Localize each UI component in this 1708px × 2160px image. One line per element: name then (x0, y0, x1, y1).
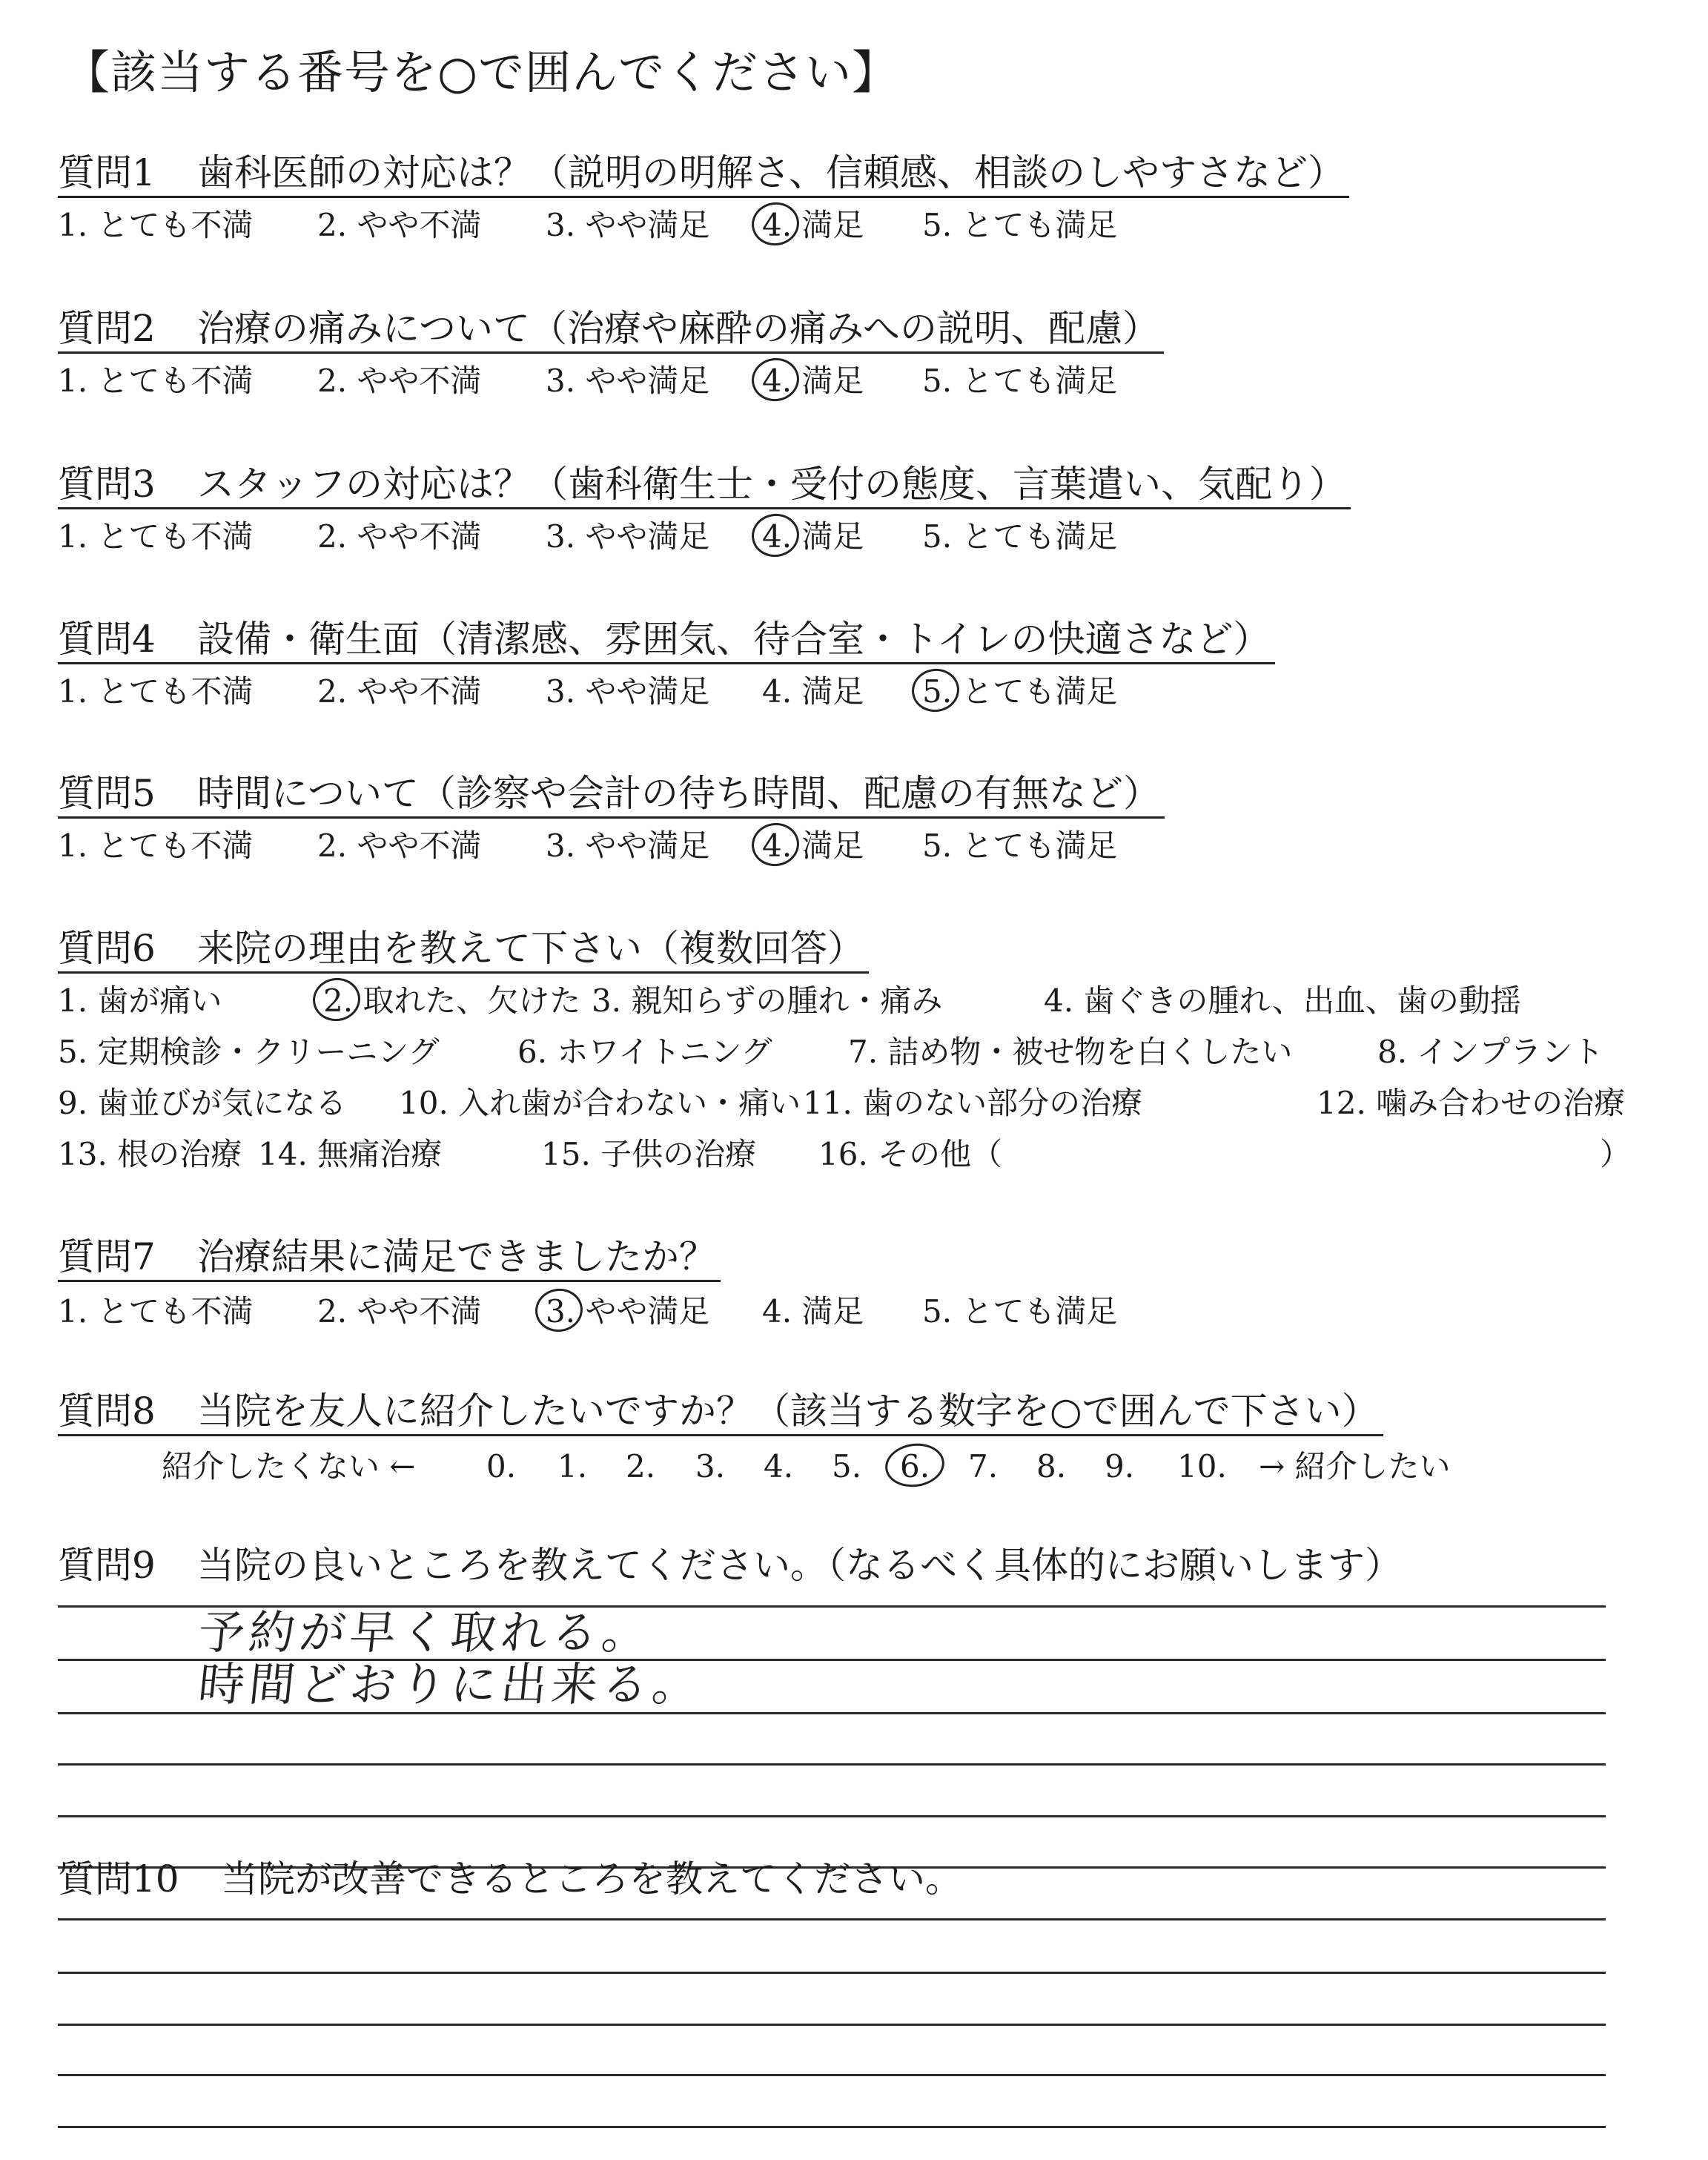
question-2 (58, 305, 1164, 354)
option-number: 3. (546, 363, 576, 399)
scale-point-label: 8. (1036, 1448, 1067, 1484)
option-number: 1. (58, 207, 88, 243)
question-text: 時間について（診察や会計の待ち時間、配慮の有無など） (197, 772, 1160, 815)
option-number: 1. (58, 673, 88, 710)
option-number: 11. (803, 1085, 853, 1121)
scale-point-3[interactable] (695, 1447, 725, 1487)
question-1 (58, 150, 1349, 198)
option-label: 満足 (792, 207, 864, 243)
question-9 (58, 1542, 1406, 1588)
option-label: ホワイトニング (547, 1034, 772, 1070)
question-text: スタッフの対応は？（歯科衛生士・受付の態度、言葉遣い、気配り） (197, 463, 1346, 506)
option-label: やや満足 (575, 1293, 710, 1330)
write-line (58, 2024, 1606, 2026)
option-number: 2. (317, 363, 348, 399)
question-6 (58, 925, 869, 974)
reason-option-1[interactable] (58, 981, 222, 1021)
option-label: インプラント (1407, 1034, 1604, 1070)
option-number: 1. (58, 828, 88, 864)
scale-point-0[interactable] (486, 1447, 516, 1487)
option-number: 3. (592, 982, 622, 1019)
option-label: 満足 (792, 518, 864, 555)
option-number: 2. (323, 981, 353, 1021)
option-number: 1. (58, 363, 88, 399)
option-4[interactable] (762, 361, 864, 401)
question-text: 設備・衛生面（清潔感、雰囲気、待合室・トイレの快適さなど） (197, 618, 1271, 661)
option-label: やや不満 (347, 518, 482, 555)
scale-point-2[interactable] (626, 1447, 655, 1487)
option-label: やや不満 (347, 828, 482, 864)
option-label: とても満足 (952, 207, 1118, 243)
option-2[interactable] (317, 826, 481, 866)
option-label: 歯並びが気になる (87, 1085, 347, 1121)
question-text: 治療の痛みについて（治療や麻酔の痛みへの説明、配慮） (197, 307, 1159, 350)
option-number: 5. (922, 1293, 953, 1330)
scale-right-label: → 紹介したい (1259, 1448, 1451, 1484)
question-number: 質問1 (58, 151, 156, 194)
question-number: 質問9 (58, 1544, 156, 1587)
question-text: 歯科医師の対応は？（説明の明解さ、信頼感、相談のしやすさなど） (197, 151, 1345, 194)
reason-option-2[interactable] (323, 981, 580, 1021)
option-label: とても満足 (952, 828, 1118, 864)
option-number: 8. (1377, 1034, 1408, 1070)
option-label: 満足 (792, 673, 864, 710)
option-label: やや満足 (575, 207, 710, 243)
option-3[interactable] (546, 361, 709, 401)
option-4[interactable] (762, 672, 864, 712)
option-2[interactable] (317, 517, 481, 557)
write-line (58, 1712, 1606, 1714)
scale-point-label: 0. (486, 1448, 517, 1484)
option-4[interactable] (762, 205, 864, 245)
option-3[interactable] (546, 1292, 709, 1332)
question-number: 質問6 (58, 927, 156, 970)
write-line (58, 1815, 1606, 1817)
write-line (58, 1918, 1606, 1920)
option-label: 満足 (792, 1293, 864, 1330)
option-label: やや不満 (347, 207, 482, 243)
handwritten-answer-line-2: 時間どおりに出来る。 (196, 1657, 706, 1711)
option-label: 歯が痛い (87, 982, 222, 1019)
option-3[interactable] (546, 517, 709, 557)
option-label: 子供の治療 (590, 1136, 757, 1172)
option-2[interactable] (317, 672, 481, 712)
question-text: 当院を友人に紹介したいですか？（該当する数字を○で囲んで下さい） (197, 1390, 1379, 1433)
reason-option-5[interactable] (58, 1032, 440, 1072)
option-5[interactable] (922, 672, 1117, 712)
reason-option-14[interactable] (258, 1135, 442, 1175)
option-number: 5. (922, 207, 953, 243)
option-number: 3. (546, 828, 576, 864)
option-label: その他（ (867, 1136, 1003, 1172)
option-label: 定期検診・クリーニング (87, 1034, 440, 1070)
option-number: 5. (922, 518, 953, 555)
option-label: 入れ歯が合わない・痛い (448, 1085, 801, 1121)
option-number: 16. (818, 1136, 868, 1172)
option-number: 4. (762, 361, 792, 401)
option-label: やや満足 (575, 828, 710, 864)
option-1[interactable] (58, 361, 253, 401)
reason-option-11[interactable] (803, 1083, 1142, 1123)
option-label: とても不満 (87, 363, 254, 399)
option-2[interactable] (317, 361, 481, 401)
option-number: 2. (317, 673, 348, 710)
scale-point-label: 5. (832, 1448, 862, 1484)
option-5[interactable] (922, 1292, 1117, 1332)
option-number: 4. (762, 205, 792, 245)
option-label: やや満足 (575, 518, 710, 555)
option-number: 9. (58, 1085, 88, 1121)
scale-point-9[interactable] (1105, 1447, 1134, 1487)
reason-option-3[interactable] (592, 981, 942, 1021)
option-label: とても不満 (87, 518, 254, 555)
option-3[interactable] (546, 205, 709, 245)
option-number: 3. (546, 673, 576, 710)
option-label: とても不満 (87, 673, 254, 710)
option-number: 2. (317, 828, 348, 864)
option-number: 4. (762, 673, 792, 710)
option-2[interactable] (317, 1292, 481, 1332)
write-line (58, 2126, 1606, 2128)
option-label: 詰め物・被せ物を白くしたい (878, 1034, 1293, 1070)
question-number: 質問5 (58, 772, 156, 815)
option-number: 15. (541, 1136, 591, 1172)
scale-point-label: 2. (626, 1448, 656, 1484)
reason-option-8[interactable] (1377, 1032, 1603, 1072)
question-5 (58, 770, 1165, 819)
option-number: 10. (399, 1085, 448, 1121)
option-label: とても満足 (952, 363, 1118, 399)
option-label: 取れた、欠けた (353, 982, 581, 1019)
handwritten-answer-line-1: 予約が早く取れる。 (196, 1605, 655, 1659)
option-label: やや不満 (347, 363, 482, 399)
question-number: 質問2 (58, 307, 156, 350)
option-number: 5. (922, 363, 953, 399)
reason-option-12[interactable] (1317, 1083, 1625, 1123)
option-1[interactable] (58, 672, 253, 712)
scale-point-10[interactable] (1177, 1447, 1227, 1487)
option-label: 満足 (792, 363, 864, 399)
question-number: 質問10 (58, 1857, 179, 1900)
page-title: 【該当する番号を○で囲んでください】 (64, 45, 899, 99)
question-text: 来院の理由を教えて下さい（複数回答） (197, 927, 864, 970)
option-5[interactable] (922, 205, 1117, 245)
scale-point-label: 6. (900, 1447, 930, 1487)
option-label: 歯ぐきの腫れ、出血、歯の動揺 (1073, 982, 1521, 1019)
option-label: 無痛治療 (307, 1136, 443, 1172)
scale-point-7[interactable] (968, 1447, 998, 1487)
option-label: 親知らずの腫れ・痛み (621, 982, 943, 1019)
option-label: とても満足 (952, 1293, 1118, 1330)
option-label: やや満足 (575, 673, 710, 710)
option-number: 1. (58, 518, 88, 555)
option-label: 歯のない部分の治療 (852, 1085, 1143, 1121)
reason-option-13[interactable] (58, 1135, 242, 1175)
question-text: 当院が改善できるところを教えてください。 (221, 1857, 962, 1900)
question-number: 質問3 (58, 463, 156, 506)
option-label: とても不満 (87, 207, 254, 243)
option-number: 4. (1044, 982, 1074, 1019)
option-number: 14. (258, 1136, 308, 1172)
option-number: 12. (1317, 1085, 1366, 1121)
question-text: 当院の良いところを教えてください。（なるべく具体的にお願いします） (197, 1544, 1402, 1587)
option-number: 4. (762, 1293, 792, 1330)
option-label: やや満足 (575, 363, 710, 399)
option-label: 噛み合わせの治療 (1366, 1085, 1626, 1121)
scale-left-label: 紹介したくない ← (162, 1448, 416, 1484)
option-number: 4. (762, 826, 792, 866)
option-label: とても不満 (87, 1293, 254, 1330)
reason-option-6[interactable] (517, 1032, 772, 1072)
option-number: 2. (317, 1293, 348, 1330)
option-5[interactable] (922, 361, 1117, 401)
option-number: 5. (922, 828, 953, 864)
option-1[interactable] (58, 1292, 253, 1332)
reason-option-9[interactable] (58, 1083, 346, 1123)
question-3 (58, 461, 1351, 509)
hand-drawn-circle (882, 1440, 947, 1491)
option-label: とても満足 (952, 518, 1118, 555)
option-3[interactable] (546, 672, 709, 712)
option-number: 4. (762, 517, 792, 557)
scale-point-label: 10. (1177, 1448, 1227, 1484)
question-number: 質問8 (58, 1390, 156, 1433)
option-5[interactable] (922, 826, 1117, 866)
option-number: 1. (58, 982, 88, 1019)
option-number: 1. (58, 1293, 88, 1330)
option-number: 3. (546, 1292, 575, 1332)
option-2[interactable] (317, 205, 481, 245)
reason-option-15[interactable] (541, 1135, 756, 1175)
question-number: 質問4 (58, 618, 156, 661)
write-line (58, 1763, 1606, 1766)
scale-point-6[interactable] (900, 1447, 930, 1487)
scale-point-label: 9. (1105, 1448, 1135, 1484)
scale-point-label: 1. (557, 1448, 588, 1484)
option-number: 3. (546, 518, 576, 555)
option-1[interactable] (58, 826, 253, 866)
option-label: 根の治療 (107, 1136, 242, 1172)
write-line (58, 2074, 1606, 2076)
option-number: 5. (922, 672, 952, 712)
question-number: 質問7 (58, 1235, 156, 1278)
option-4[interactable] (762, 826, 864, 866)
scale-point-label: 4. (764, 1448, 794, 1484)
option-4[interactable] (762, 1292, 864, 1332)
question-10 (58, 1856, 967, 1902)
scale-point-1[interactable] (557, 1447, 587, 1487)
option-label: 満足 (792, 828, 864, 864)
question-8 (58, 1388, 1383, 1436)
scale-point-label: 7. (968, 1448, 999, 1484)
reason-option-10[interactable] (399, 1083, 801, 1123)
option-4[interactable] (762, 517, 864, 557)
option-number: 2. (317, 518, 348, 555)
option-number: 7. (848, 1034, 878, 1070)
option-1[interactable] (58, 517, 253, 557)
scale-point-label: 3. (695, 1448, 726, 1484)
scale-point-4[interactable] (764, 1447, 793, 1487)
question-text: 治療結果に満足できましたか？ (197, 1235, 716, 1278)
write-line (58, 1972, 1606, 1974)
scale-point-8[interactable] (1036, 1447, 1066, 1487)
option-label: とても満足 (952, 673, 1118, 710)
option-number: 6. (517, 1034, 548, 1070)
reason-option-16[interactable] (818, 1135, 1002, 1175)
question-4 (58, 616, 1275, 664)
question-7 (58, 1234, 721, 1282)
option-1[interactable] (58, 205, 253, 245)
reason-option-4[interactable] (1044, 981, 1521, 1021)
other-close-paren: ） (1600, 1136, 1632, 1172)
option-number: 5. (58, 1034, 88, 1070)
option-number: 2. (317, 207, 348, 243)
option-label: やや不満 (347, 673, 482, 710)
option-label: とても不満 (87, 828, 254, 864)
option-5[interactable] (922, 517, 1117, 557)
option-3[interactable] (546, 826, 709, 866)
option-label: やや不満 (347, 1293, 482, 1330)
reason-option-7[interactable] (848, 1032, 1292, 1072)
option-number: 13. (58, 1136, 107, 1172)
option-number: 3. (546, 207, 576, 243)
scale-point-5[interactable] (832, 1447, 861, 1487)
